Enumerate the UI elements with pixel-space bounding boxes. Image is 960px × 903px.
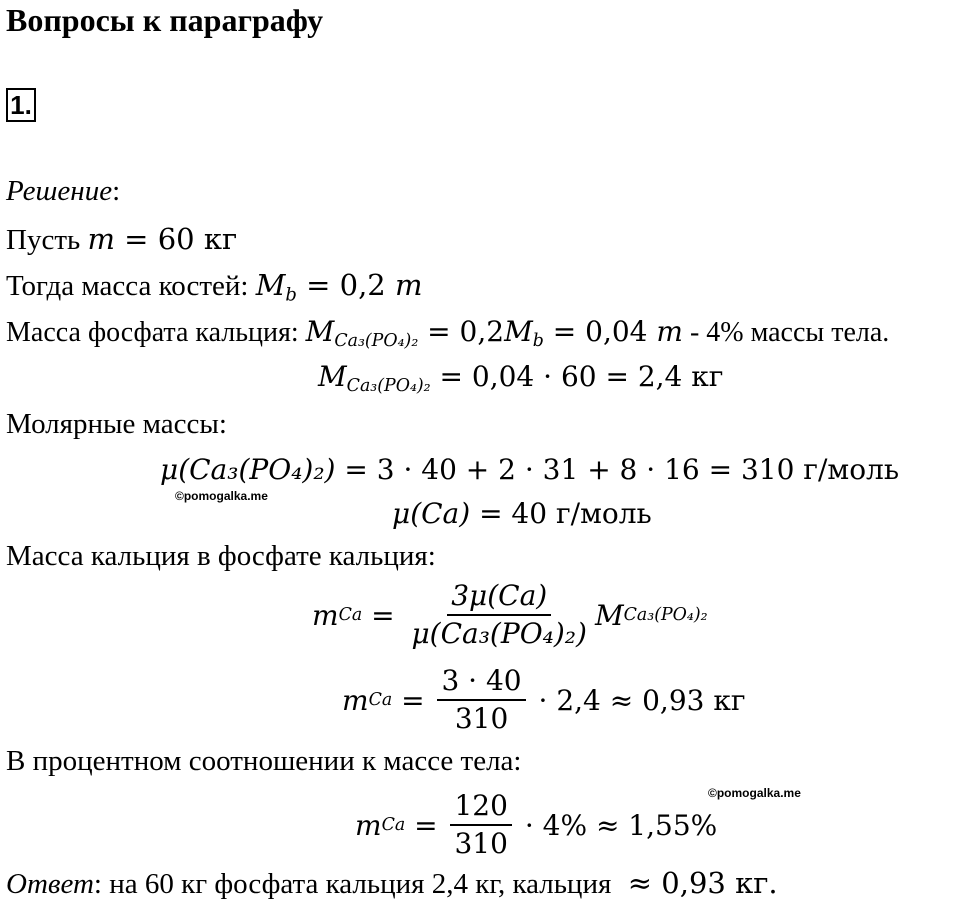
answer-line	[6, 866, 778, 901]
f3-fraction	[450, 790, 511, 860]
f2-fraction	[437, 665, 525, 735]
page-title: Вопросы к параграфу	[6, 2, 324, 38]
phosphate-calc-rest: = 0,04 · 60 = 2,4 кг	[430, 360, 724, 393]
answer-label: Ответ	[6, 868, 94, 900]
molar-label: Молярные массы:	[6, 408, 227, 440]
bone-sub: b	[285, 284, 297, 306]
phosphate-calc-M: M	[318, 360, 347, 393]
molar2-mu: μ	[392, 497, 411, 530]
let-expression	[87, 222, 237, 256]
phosphate-expr: = 0,2	[418, 315, 505, 348]
solution-colon: :	[112, 175, 121, 207]
solution-label: Решение	[6, 175, 113, 207]
phosphate-calc-line	[318, 360, 724, 397]
bone-M: M	[255, 268, 286, 302]
f3-denominator: 310	[454, 827, 508, 861]
phosphate-calc-sub: Ca₃(PO₄)₂	[346, 376, 431, 397]
molar1-arg: (Ca₃(PO₄)₂)	[178, 453, 336, 486]
phosphate-expression	[305, 315, 683, 352]
f2-rest: · 2,4 ≈ 0,93 кг	[529, 683, 746, 717]
phosphate-M: M	[305, 315, 335, 348]
f2-m: m	[342, 683, 369, 717]
f1-M: M	[594, 598, 624, 632]
f3-eq: =	[405, 808, 447, 842]
phosphate-M2: M	[504, 315, 533, 348]
formula-2: m Ca = $\frac{3 \cdot 40}{310}$ · 2,4 ≈ 0,93 кг	[342, 664, 746, 736]
solution-label-line	[6, 175, 120, 208]
f2-eq: =	[392, 683, 434, 717]
molar1-rest: = 3 · 40 + 2 · 31 + 8 · 16 = 310 г/моль	[335, 453, 900, 486]
molar2-arg: (Ca)	[410, 497, 471, 530]
formula-1: m Ca = $\frac{3\mu(Ca)}{\text{μ(Ca₃(PO₄)₂)}}$ M Ca₃(PO₄)₂	[312, 579, 708, 651]
let-text: Пусть	[6, 224, 81, 256]
formula-3: m Ca = $\frac{120}{310}$ · 4% ≈ 1,55%	[355, 789, 718, 861]
phosphate-sub: Ca₃(PO₄)₂	[334, 331, 419, 352]
let-line	[6, 222, 237, 257]
molar-line-2	[392, 497, 652, 530]
bone-text: Тогда масса костей:	[6, 270, 256, 302]
phosphate-expr2: = 0,04	[543, 315, 657, 348]
let-var: m	[87, 222, 115, 256]
bone-mass-line	[6, 268, 423, 306]
f1-eq: =	[362, 598, 404, 632]
watermark-1: ©pomogalka.me	[175, 489, 268, 503]
bone-rest: = 0,2	[296, 268, 395, 302]
f2-denominator: 310	[454, 702, 509, 736]
phosphate-mass-line	[6, 315, 890, 352]
phosphate-m: m	[656, 315, 683, 348]
bone-expression	[255, 268, 423, 306]
phosphate-tail: - 4% массы тела.	[682, 317, 890, 348]
f2-numerator: 3 · 40	[437, 665, 525, 701]
phosphate-sub2: b	[532, 331, 544, 352]
f3-m: m	[355, 808, 382, 842]
molar1-mu: μ	[160, 453, 179, 486]
f1-numerator: 3μ(Ca)	[447, 580, 551, 616]
f1-m: m	[312, 598, 339, 632]
f1-denominator: μ(Ca₃(PO₄)₂)	[411, 617, 587, 651]
molar2-rest: = 40 г/моль	[470, 497, 652, 530]
percent-label: В процентном соотношении к массе тела:	[6, 745, 522, 777]
ca-mass-label: Масса кальция в фосфате кальция:	[6, 540, 436, 572]
watermark-2: ©pomogalka.me	[708, 786, 801, 800]
f1-fraction	[407, 580, 590, 650]
bone-m: m	[394, 268, 423, 302]
question-number: 1.	[6, 88, 36, 122]
phosphate-text: Масса фосфата кальция:	[6, 317, 306, 348]
answer-math: ≈ 0,93 кг.	[618, 866, 778, 900]
molar-line-1	[160, 453, 899, 486]
f3-rest: · 4% ≈ 1,55%	[515, 808, 718, 842]
f3-numerator: 120	[450, 790, 511, 826]
let-rest: = 60 кг	[114, 222, 238, 256]
answer-text: : на 60 кг фосфата кальция 2,4 кг, кальция	[93, 868, 619, 900]
